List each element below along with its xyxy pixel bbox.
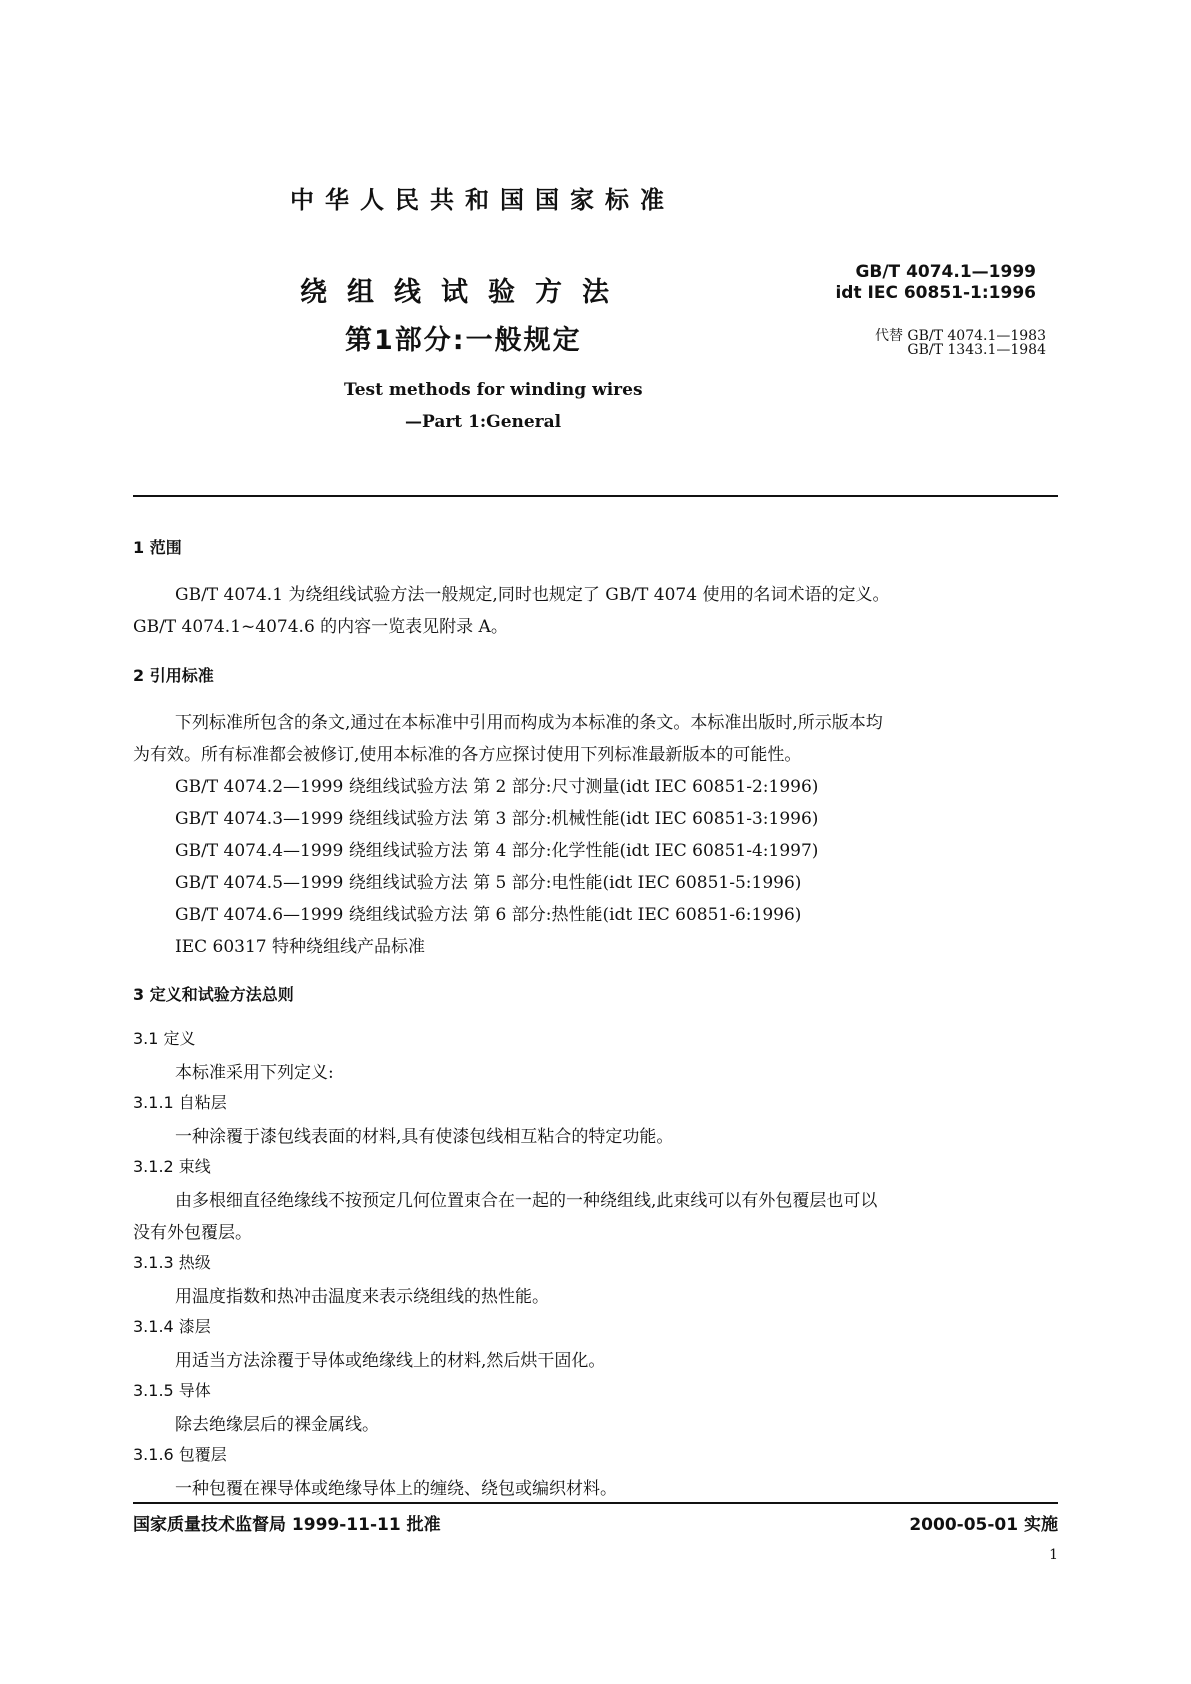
reference-item: GB/T 4074.6—1999 绕组线试验方法 第 6 部分:热性能(idt IEC 60851-6:1996): [175, 905, 802, 925]
standard-title: 中华人民共和国国家标准: [290, 186, 675, 214]
reference-item: IEC 60317 特种绕组线产品标准: [175, 937, 426, 957]
definition-number: 3.1.2 束线: [133, 1157, 211, 1176]
section-2-para-line-1: 下列标准所包含的条文,通过在本标准中引用而构成为本标准的条文。本标准出版时,所示版本均: [175, 713, 883, 733]
definition-number: 3.1.4 漆层: [133, 1317, 211, 1336]
section-1-heading: 1 范围: [133, 538, 182, 557]
definition-text: 除去绝缘层后的裸金属线。: [175, 1415, 379, 1435]
replaces-line-2: GB/T 1343.1—1984: [907, 342, 1046, 358]
page-number: 1: [1049, 1547, 1058, 1563]
definition-number: 3.1.3 热级: [133, 1253, 211, 1272]
sub-title: 第1部分:一般规定: [345, 325, 582, 356]
definition-text: 用适当方法涂覆于导体或绝缘线上的材料,然后烘干固化。: [175, 1351, 606, 1371]
header-divider: [133, 495, 1058, 497]
definition-text: 一种涂覆于漆包线表面的材料,具有使漆包线相互粘合的特定功能。: [175, 1127, 674, 1147]
definition-text: 用温度指数和热冲击温度来表示绕组线的热性能。: [175, 1287, 549, 1307]
reference-item: GB/T 4074.3—1999 绕组线试验方法 第 3 部分:机械性能(idt IEC 60851-3:1996): [175, 809, 819, 829]
replaces-line-1: 代替 GB/T 4074.1—1983: [874, 328, 1046, 344]
definition-text: 一种包覆在裸导体或绝缘导体上的缠绕、绕包或编织材料。: [175, 1479, 617, 1499]
definition-number: 3.1.5 导体: [133, 1381, 211, 1400]
definition-number: 3.1.6 包覆层: [133, 1445, 227, 1464]
section-2-heading: 2 引用标准: [133, 666, 214, 685]
main-title: 绕组线试验方法: [300, 277, 629, 308]
section-1-para-line-2: GB/T 4074.1~4074.6 的内容一览表见附录 A。: [133, 617, 508, 637]
section-3-1-intro: 本标准采用下列定义:: [175, 1063, 334, 1083]
section-1-para-line-1: GB/T 4074.1 为绕组线试验方法一般规定,同时也规定了 GB/T 4074 使用的名词术语的定义。: [175, 585, 890, 605]
definition-number: 3.1.1 自粘层: [133, 1093, 227, 1112]
section-3-heading: 3 定义和试验方法总则: [133, 985, 294, 1004]
english-title-line-1: Test methods for winding wires: [344, 380, 643, 400]
definition-text-continued: 没有外包覆层。: [133, 1223, 252, 1243]
section-3-1-heading: 3.1 定义: [133, 1029, 196, 1048]
definition-text: 由多根细直径绝缘线不按预定几何位置束合在一起的一种绕组线,此束线可以有外包覆层也可以: [175, 1191, 878, 1211]
section-2-para-line-2: 为有效。所有标准都会被修订,使用本标准的各方应探讨使用下列标准最新版本的可能性。: [133, 745, 802, 765]
approval-line: 国家质量技术监督局 1999-11-11 批准: [133, 1515, 441, 1535]
reference-item: GB/T 4074.5—1999 绕组线试验方法 第 5 部分:电性能(idt IEC 60851-5:1996): [175, 873, 802, 893]
standard-code: GB/T 4074.1—1999: [855, 262, 1036, 282]
footer-divider: [133, 1502, 1058, 1504]
effective-date: 2000-05-01 实施: [909, 1515, 1058, 1535]
idt-code: idt IEC 60851-1:1996: [835, 283, 1036, 303]
reference-item: GB/T 4074.4—1999 绕组线试验方法 第 4 部分:化学性能(idt IEC 60851-4:1997): [175, 841, 819, 861]
reference-item: GB/T 4074.2—1999 绕组线试验方法 第 2 部分:尺寸测量(idt IEC 60851-2:1996): [175, 777, 819, 797]
english-title-line-2: —Part 1:General: [405, 412, 562, 432]
